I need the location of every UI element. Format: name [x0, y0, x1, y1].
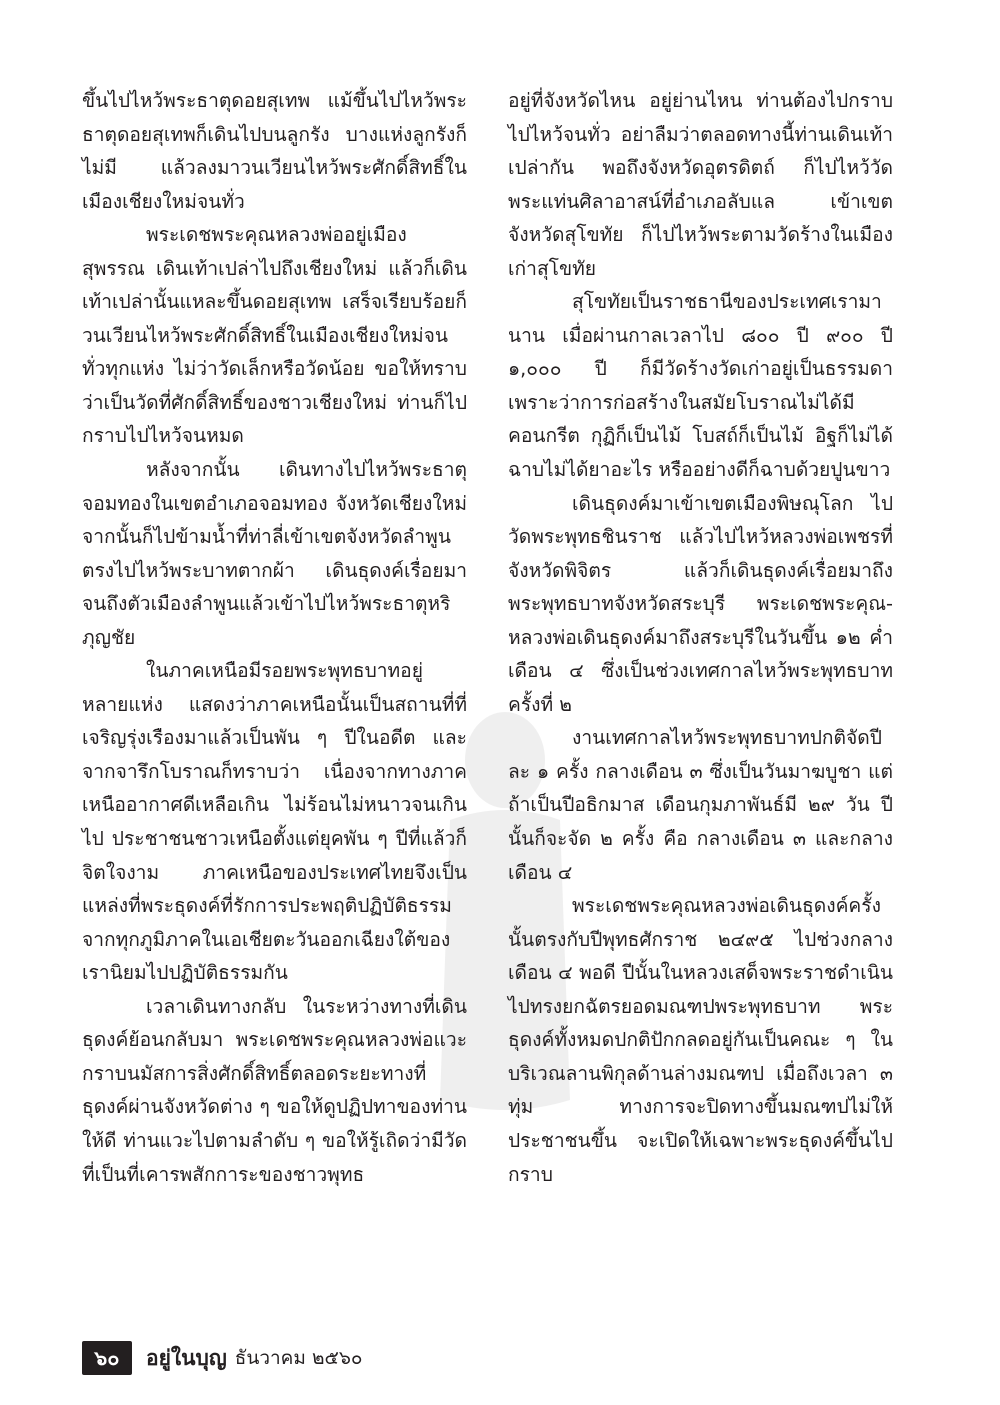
issue-date: ธันวาคม ๒๕๖๐ — [234, 1347, 363, 1369]
paragraph: เดินธุดงค์มาเข้าเขตเมืองพิษณุโลก ไปวัดพระพุทธชินราช แล้วไปไหว้หลวงพ่อเพชรที่จังหวัดพิจิตร แล้วก็เดินธุดงค์เรื่อยมาถึงพระพุทธบาทจังหวัดสระบุรี พระเดชพระคุณ-หลวงพ่อเดินธุดงค์มาถึงสระบุรีในวันขึ้น ๑๒ ค่ำ เดือน ๔ ซึ่งเป็นช่วงเทศกาลไหว้พระพุทธบาทครั้งที่ ๒ — [508, 491, 893, 716]
paragraph: พระเดชพระคุณหลวงพ่อเดินธุดงค์ครั้งนั้นตรงกับปีพุทธศักราช ๒๔๙๕ ไปช่วงกลางเดือน ๔ พอดี ปีนั้นในหลวงเสด็จพระราชดำเนินไปทรงยกฉัตรยอดมณฑปพระพุทธบาท พระธุดงค์ทั้งหมดปกติปักกลดอยู่กันเป็นคณะ ๆ ในบริเวณลานพิกุลด้านล่างมณฑป เมื่อถึงเวลา ๓ ทุ่ม ทางการจะปิดทางขึ้นมณฑปไม่ให้ประชาชนขึ้น จะเปิดให้เฉพาะพระธุดงค์ขึ้นไปกราบ — [508, 894, 893, 1186]
paragraph: เวลาเดินทางกลับ ในระหว่างทางที่เดินธุดงค์ย้อนกลับมา พระเดชพระคุณหลวงพ่อแวะกราบนมัสการสิ่งศักดิ์สิทธิ์ตลอดระยะทางที่ธุดงค์ผ่านจังหวัดต่าง ๆ ขอให้ดูปฏิปทาของท่านให้ดี ท่านแวะไปตามลำดับ ๆ ขอให้รู้เถิดว่ามีวัดที่เป็นที่เคารพสักการะของชาวพุทธ — [82, 994, 467, 1186]
page-footer — [82, 1338, 363, 1378]
paragraph: ในภาคเหนือมีรอยพระพุทธบาทอยู่หลายแห่ง แสดงว่าภาคเหนือนั้นเป็นสถานที่ที่เจริญรุ่งเรืองมาแล้วเป็นพัน ๆ ปีในอดีต และจากจารึกโบราณก็ทราบว่า เนื่องจากทางภาคเหนืออากาศดีเหลือเกิน ไม่ร้อนไม่หนาวจนเกินไป ประชาชนชาวเหนือตั้งแต่ยุคพัน ๆ ปีที่แล้วก็จิตใจงาม ภาคเหนือของประเทศไทยจึงเป็นแหล่งที่พระธุดงค์ที่รักการประพฤติปฏิบัติธรรมจากทุกภูมิภาคในเอเชียตะวันออกเฉียงใต้ของเรานิยมไปปฏิบัติธรรมกัน — [82, 659, 467, 985]
left-column — [82, 84, 467, 1191]
paragraph: งานเทศกาลไหว้พระพุทธบาทปกติจัดปีละ ๑ ครั้ง กลางเดือน ๓ ซึ่งเป็นวันมาฆบูชา แต่ถ้าเป็นปีอธิกมาส เดือนกุมภาพันธ์มี ๒๙ วัน ปีนั้นก็จะจัด ๒ ครั้ง คือ กลางเดือน ๓ และกลางเดือน ๔ — [508, 726, 893, 884]
right-column — [508, 84, 893, 1191]
paragraph: หลังจากนั้น เดินทางไปไหว้พระธาตุจอมทองในเขตอำเภอจอมทอง จังหวัดเชียงใหม่ จากนั้นก็ไปข้ามน้ำที่ท่าลี่เข้าเขตจังหวัดลำพูน ตรงไปไหว้พระบาทตากผ้า เดินธุดงค์เรื่อยมาจนถึงตัวเมืองลำพูนแล้วเข้าไปไหว้พระธาตุหริภุญชัย — [82, 458, 467, 649]
page-number: ๖๐ — [82, 1341, 132, 1375]
magazine-name: อยู่ในบุญ — [146, 1345, 227, 1370]
paragraph: ขึ้นไปไหว้พระธาตุดอยสุเทพ แม้ขึ้นไปไหว้พระธาตุดอยสุเทพก็เดินไปบนลูกรัง บางแห่งลูกรังก็ไม่มี แล้วลงมาวนเวียนไหว้พระศักดิ์สิทธิ์ในเมืองเชียงใหม่จนทั่ว — [82, 89, 467, 213]
paragraph: สุโขทัยเป็นราชธานีของประเทศเรามานาน เมื่อผ่านกาลเวลาไป ๘๐๐ ปี ๙๐๐ ปี ๑,๐๐๐ ปี ก็มีวัดร้างวัดเก่าอยู่เป็นธรรมดา เพราะว่าการก่อสร้างในสมัยโบราณไม่ได้มีคอนกรีต กุฏิก็เป็นไม้ โบสถ์ก็เป็นไม้ อิฐก็ไม่ได้ฉาบไม่ได้ยาอะไร หรืออย่างดีก็ฉาบด้วยปูนขาว — [508, 290, 893, 482]
paragraph: พระเดชพระคุณหลวงพ่ออยู่เมืองสุพรรณ เดินเท้าเปล่าไปถึงเชียงใหม่ แล้วก็เดินเท้าเปล่านั้นแหละขึ้นดอยสุเทพ เสร็จเรียบร้อยก็วนเวียนไหว้พระศักดิ์สิทธิ์ในเมืองเชียงใหม่จนทั่วทุกแห่ง ไม่ว่าวัดเล็กหรือวัดน้อย ขอให้ทราบว่าเป็นวัดที่ศักดิ์สิทธิ์ของชาวเชียงใหม่ ท่านก็ไปกราบไปไหว้จนหมด — [82, 223, 467, 448]
paragraph: อยู่ที่จังหวัดไหน อยู่ย่านไหน ท่านต้องไปกราบไปไหว้จนทั่ว อย่าลืมว่าตลอดทางนี้ท่านเดินเท้าเปล่ากัน พอถึงจังหวัดอุตรดิตถ์ ก็ไปไหว้วัดพระแท่นศิลาอาสน์ที่อำเภอลับแล เข้าเขตจังหวัดสุโขทัย ก็ไปไหว้พระตามวัดร้างในเมืองเก่าสุโขทัย — [508, 89, 893, 280]
